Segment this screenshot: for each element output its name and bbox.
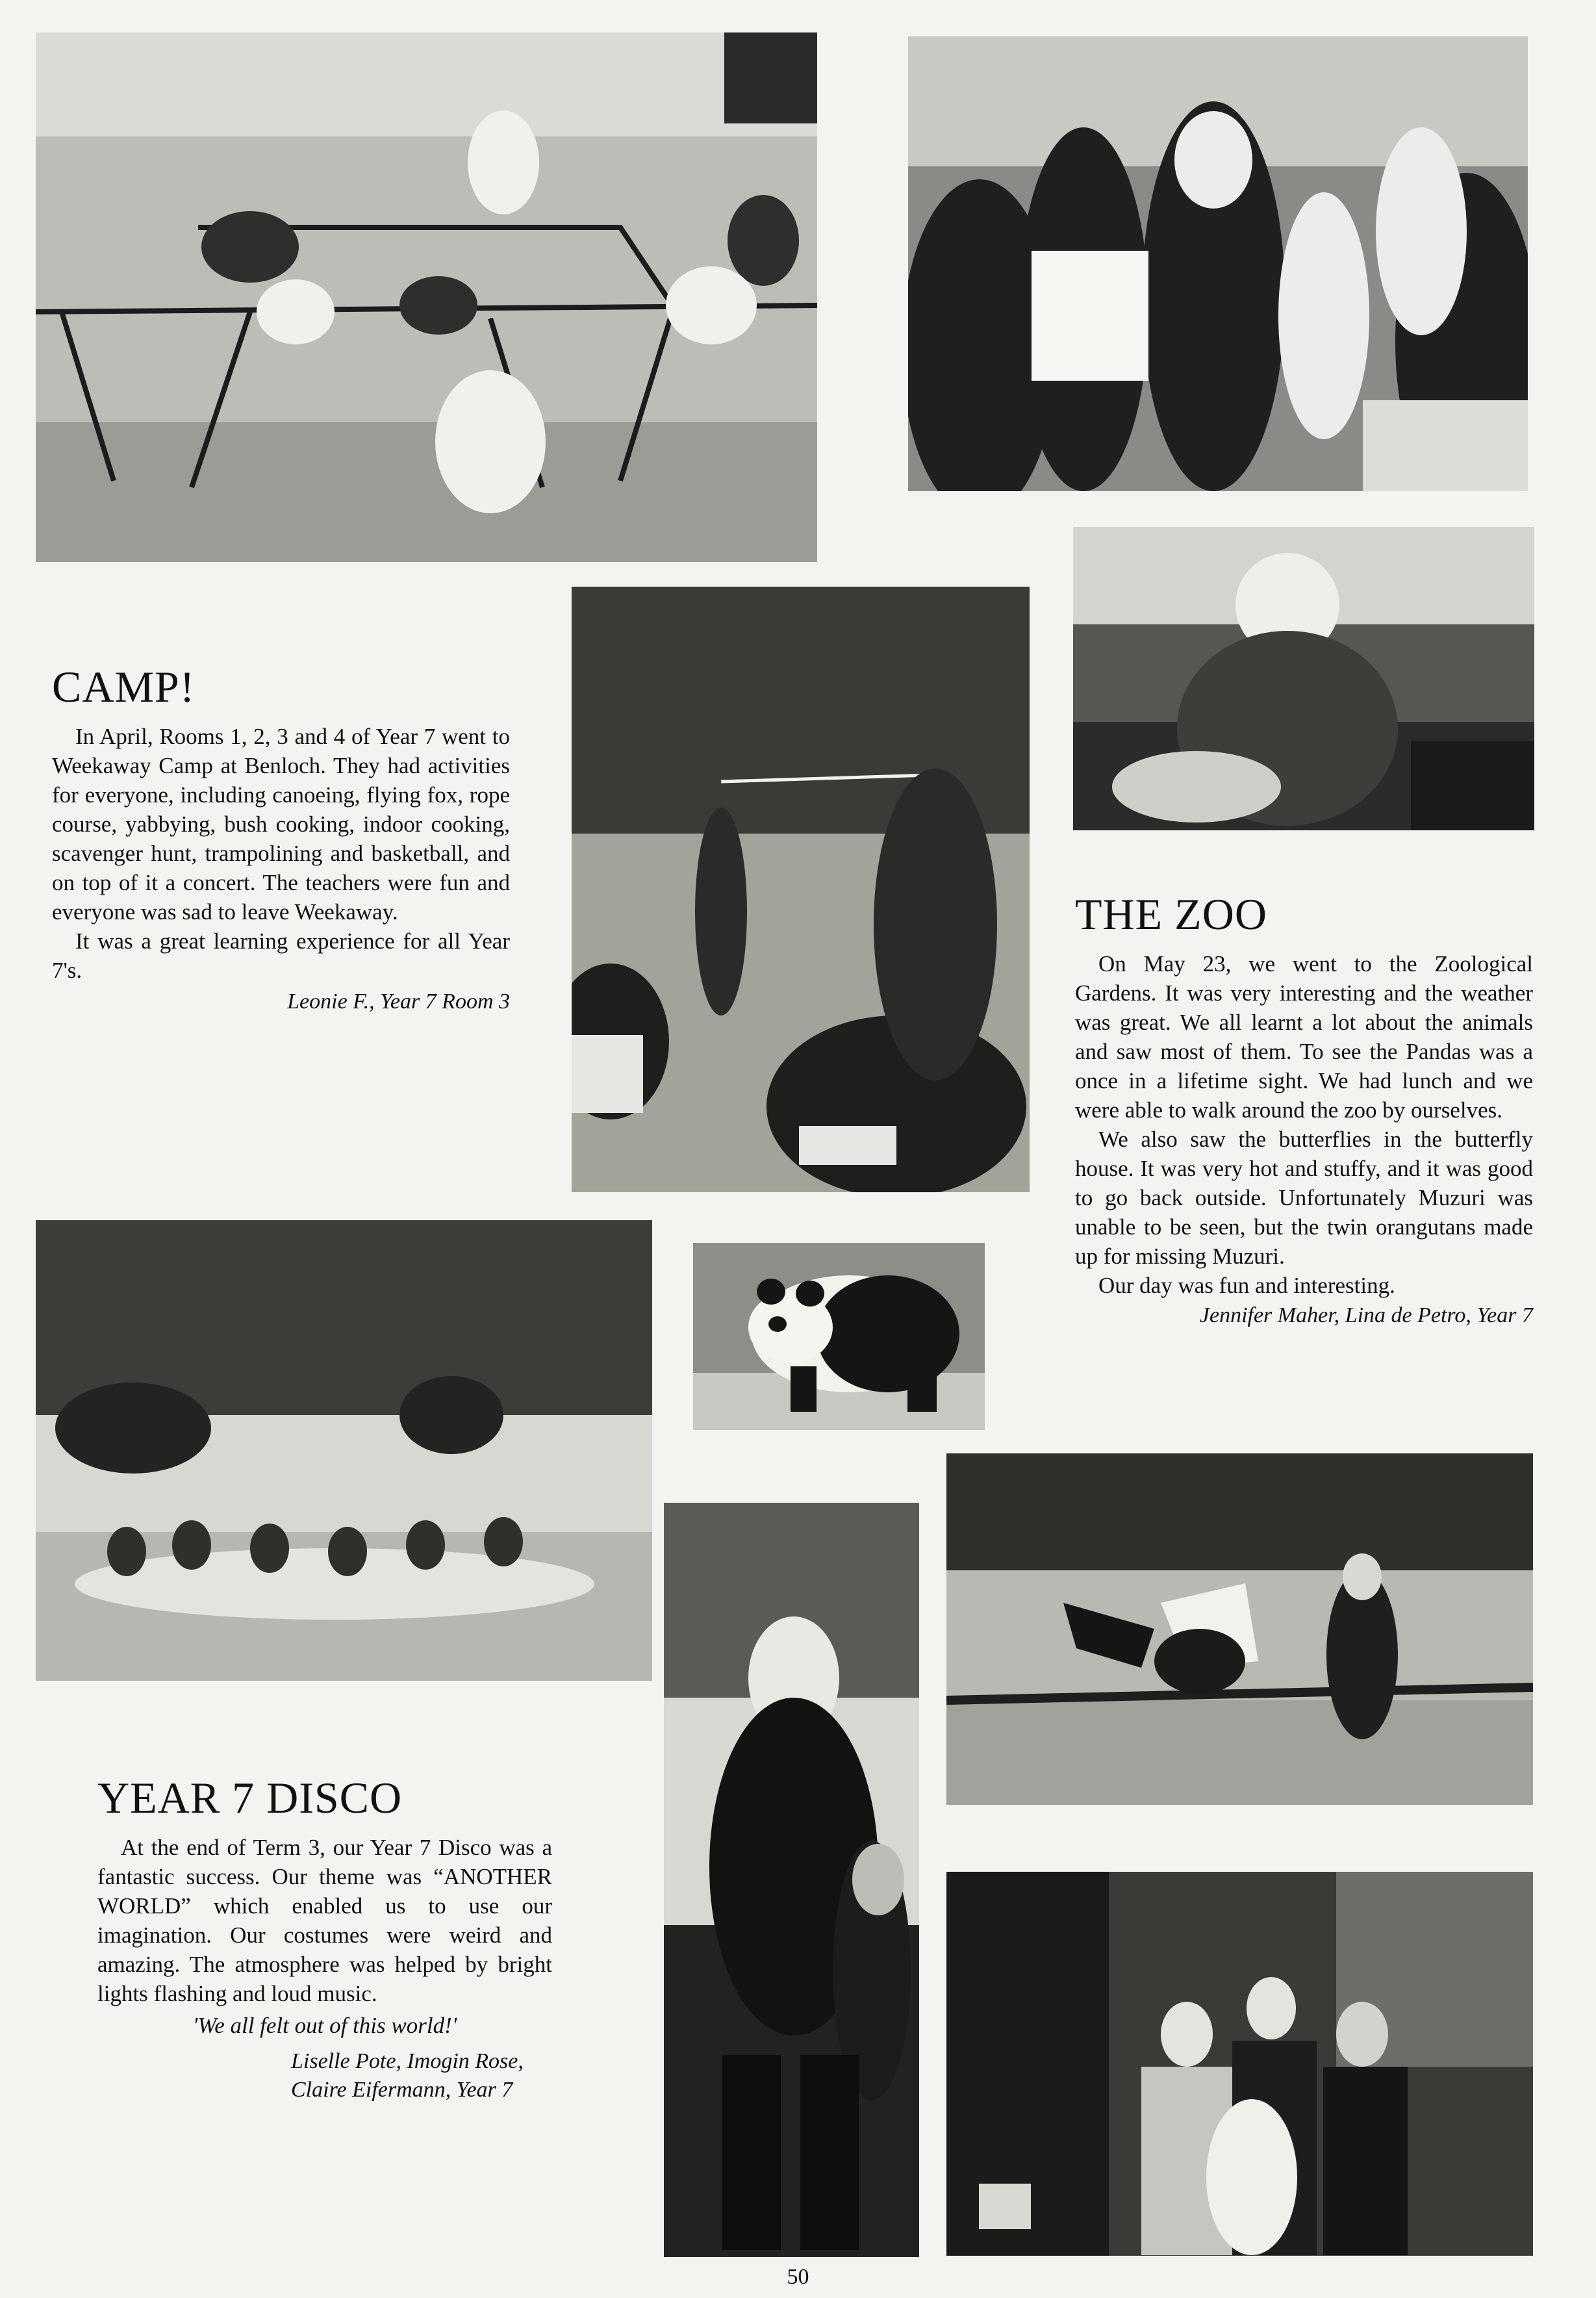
zoo-byline: Jennifer Maher, Lina de Petro, Year 7 bbox=[1199, 1303, 1533, 1328]
disco-byline-line-2: Claire Eifermann, Year 7 bbox=[291, 2078, 513, 2102]
photo-panda bbox=[693, 1243, 985, 1430]
camp-paragraph-1: In April, Rooms 1, 2, 3 and 4 of Year 7 went to Weekaway Camp at Benloch. They had activities for everyone, including canoeing, flying fox, rope course, yabbying, bush cooking, indoor cooking, scavenger hunt, trampolining and basketball, and on top of it a concert. The teachers were fun and everyone was sad to leave Weekaway. bbox=[52, 724, 510, 925]
photo-canoeing bbox=[36, 1220, 652, 1681]
photo-trampolines bbox=[36, 32, 817, 562]
zoo-title: THE ZOO bbox=[1075, 889, 1267, 939]
photo-disco-girls bbox=[946, 1872, 1533, 2256]
disco-byline-line-1: Liselle Pote, Imogin Rose, bbox=[291, 2049, 524, 2074]
camp-title: CAMP! bbox=[52, 662, 196, 711]
photo-pelicans bbox=[946, 1453, 1533, 1805]
photo-archery bbox=[572, 587, 1030, 1192]
photo-disco-costume bbox=[664, 1503, 919, 2257]
disco-paragraph-1: At the end of Term 3, our Year 7 Disco was a fantastic success. Our theme was “ANOTHER WORLD” which enabled us to use our imagination. Our costumes were weird and amazing. The atmosphere was helped by bright lights flashing and loud music. bbox=[97, 1835, 552, 2007]
disco-quote: 'We all felt out of this world!' bbox=[192, 2013, 457, 2039]
camp-article bbox=[52, 664, 510, 1016]
disco-article bbox=[97, 1775, 552, 2104]
page-number: 50 bbox=[787, 2265, 809, 2289]
zoo-paragraph-3: Our day was fun and interesting. bbox=[1098, 1273, 1395, 1299]
photo-girl-costume bbox=[1073, 527, 1534, 830]
camp-paragraph-2: It was a great learning experience for all Year 7's. bbox=[52, 928, 510, 984]
zoo-paragraph-1: On May 23, we went to the Zoological Gardens. It was very interesting and the weather was great. We all learnt a lot about the animals and saw most of them. To see the Pandas was a once in a lifetime sight. We had lunch and we were able to walk around the zoo by ourselves. bbox=[1075, 951, 1533, 1123]
camp-byline: Leonie F., Year 7 Room 3 bbox=[287, 989, 510, 1014]
disco-title: YEAR 7 DISCO bbox=[97, 1773, 403, 1822]
zoo-article bbox=[1075, 891, 1533, 1330]
photo-group-indoors bbox=[908, 36, 1528, 491]
zoo-paragraph-2: We also saw the butterflies in the butterfly house. It was very hot and stuffy, and it was good to go back outside. Unfortunately Muzuri was unable to be seen, but the twin orangutans made up for missing Muzuri. bbox=[1075, 1127, 1533, 1270]
